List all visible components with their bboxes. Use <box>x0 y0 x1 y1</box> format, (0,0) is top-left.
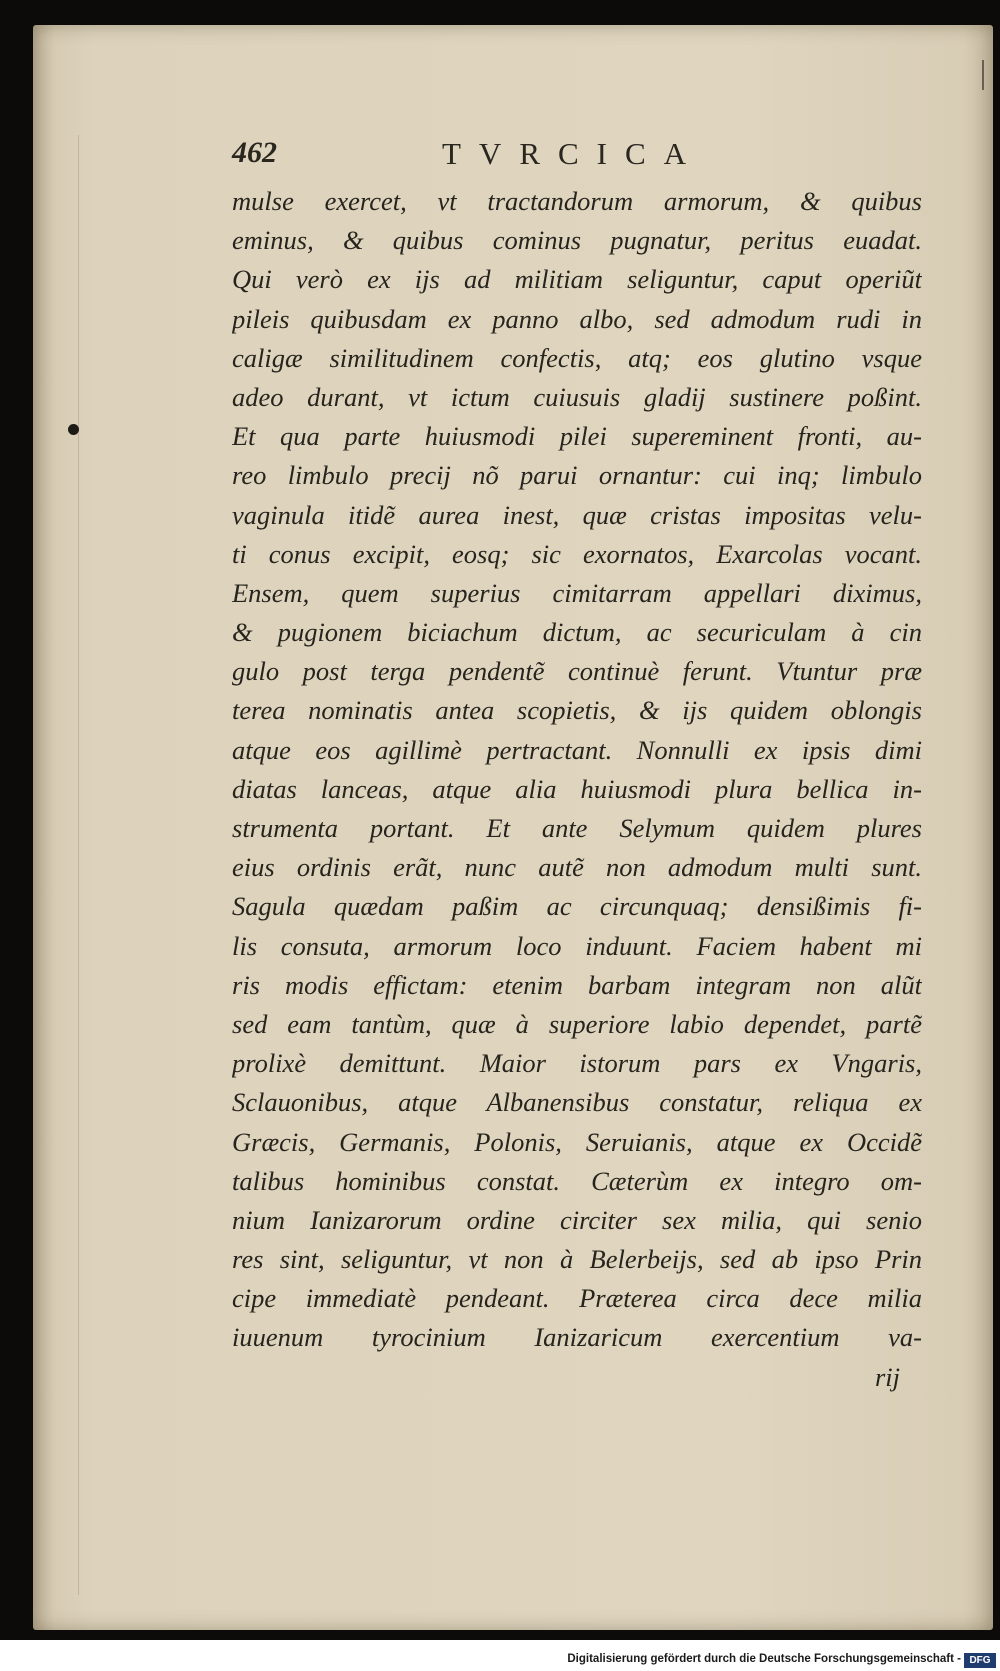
text-line: Ensem, quem superius cimitarram appellari diximus, <box>232 577 922 608</box>
text-line: prolixè demittunt. Maior istorum pars ex Vngaris, <box>232 1048 922 1079</box>
running-title: TVRCICA <box>442 136 705 171</box>
text-line: talibus hominibus constat. Cæterùm ex integro om- <box>232 1165 922 1196</box>
page-number: 462 <box>232 136 277 169</box>
text-line: Sagula quædam paßim ac circunquaq; densißimis fi- <box>232 891 922 922</box>
dfg-logo: DFG <box>964 1653 996 1668</box>
text-line: atque eos agillimè pertractant. Nonnulli ex ipsis dimi <box>232 734 922 765</box>
text-line: eius ordinis erãt, nunc autẽ non admodum multi sunt. <box>232 852 922 883</box>
text-line: strumenta portant. Et ante Selymum quidem plures <box>232 813 922 843</box>
ink-dot-mark <box>68 424 79 435</box>
text-line: lis consuta, armorum loco induunt. Faciem habent mi <box>232 930 922 961</box>
text-line: adeo durant, vt ictum cuiusuis gladij sustinere poßint. <box>232 381 922 412</box>
text-line: vaginula itidẽ aurea inest, quæ cristas impositas velu- <box>232 499 922 530</box>
catchword: rij <box>874 1361 900 1392</box>
text-line: sed eam tantùm, quæ à superiore labio dependet, partẽ <box>232 1008 922 1039</box>
text-line: Sclauonibus, atque Albanensibus constatur, reliqua ex <box>232 1087 922 1118</box>
text-line: mulse exercet, vt tractandorum armorum, & quibus <box>232 186 922 216</box>
text-line: reo limbulo precij nõ parui ornantur: cui inq; limbulo <box>232 460 922 491</box>
funding-credit: Digitalisierung gefördert durch die Deutsche Forschungsgemeinschaft - <box>567 1653 961 1665</box>
margin-mark <box>982 60 984 90</box>
text-line: gulo post terga pendentẽ continuè ferunt. Vtuntur præ <box>232 656 922 687</box>
text-line: Græcis, Germanis, Polonis, Seruianis, atque ex Occidẽ <box>232 1126 922 1157</box>
text-line: diatas lanceas, atque alia huiusmodi plura bellica in- <box>232 773 922 804</box>
text-line: eminus, & quibus cominus pugnatur, peritus euadat. <box>232 225 922 256</box>
body-text <box>232 182 922 1397</box>
text-line: ris modis effictam: etenim barbam integram non alũt <box>232 969 922 1000</box>
text-line: iuuenum tyrocinium Ianizaricum exercentium va- <box>232 1322 922 1353</box>
text-line: & pugionem biciachum dictum, ac securiculam à cin <box>232 617 922 648</box>
text-line: pileis quibusdam ex panno albo, sed admodum rudi in <box>232 303 922 334</box>
text-line: res sint, seliguntur, vt non à Belerbeijs, sed ab ipso Prin <box>232 1244 922 1275</box>
text-line: nium Ianizarorum ordine circiter sex milia, qui senio <box>232 1204 922 1235</box>
text-line: ti conus excipit, eosq; sic exornatos, Exarcolas vocant. <box>232 538 922 569</box>
digitization-footer <box>0 1652 1000 1671</box>
text-line: cipe immediatè pendeant. Præterea circa dece milia <box>232 1283 922 1314</box>
text-line: Et qua parte huiusmodi pilei supereminent fronti, au- <box>232 421 922 452</box>
page-header <box>232 136 942 176</box>
text-line: caligæ similitudinem confectis, atq; eos glutino vsque <box>232 342 922 373</box>
text-line: Qui verò ex ijs ad militiam seliguntur, caput operiũt <box>232 264 922 295</box>
page-fold-line <box>78 135 79 1595</box>
text-line: terea nominatis antea scopietis, & ijs quidem oblongis <box>232 695 922 726</box>
